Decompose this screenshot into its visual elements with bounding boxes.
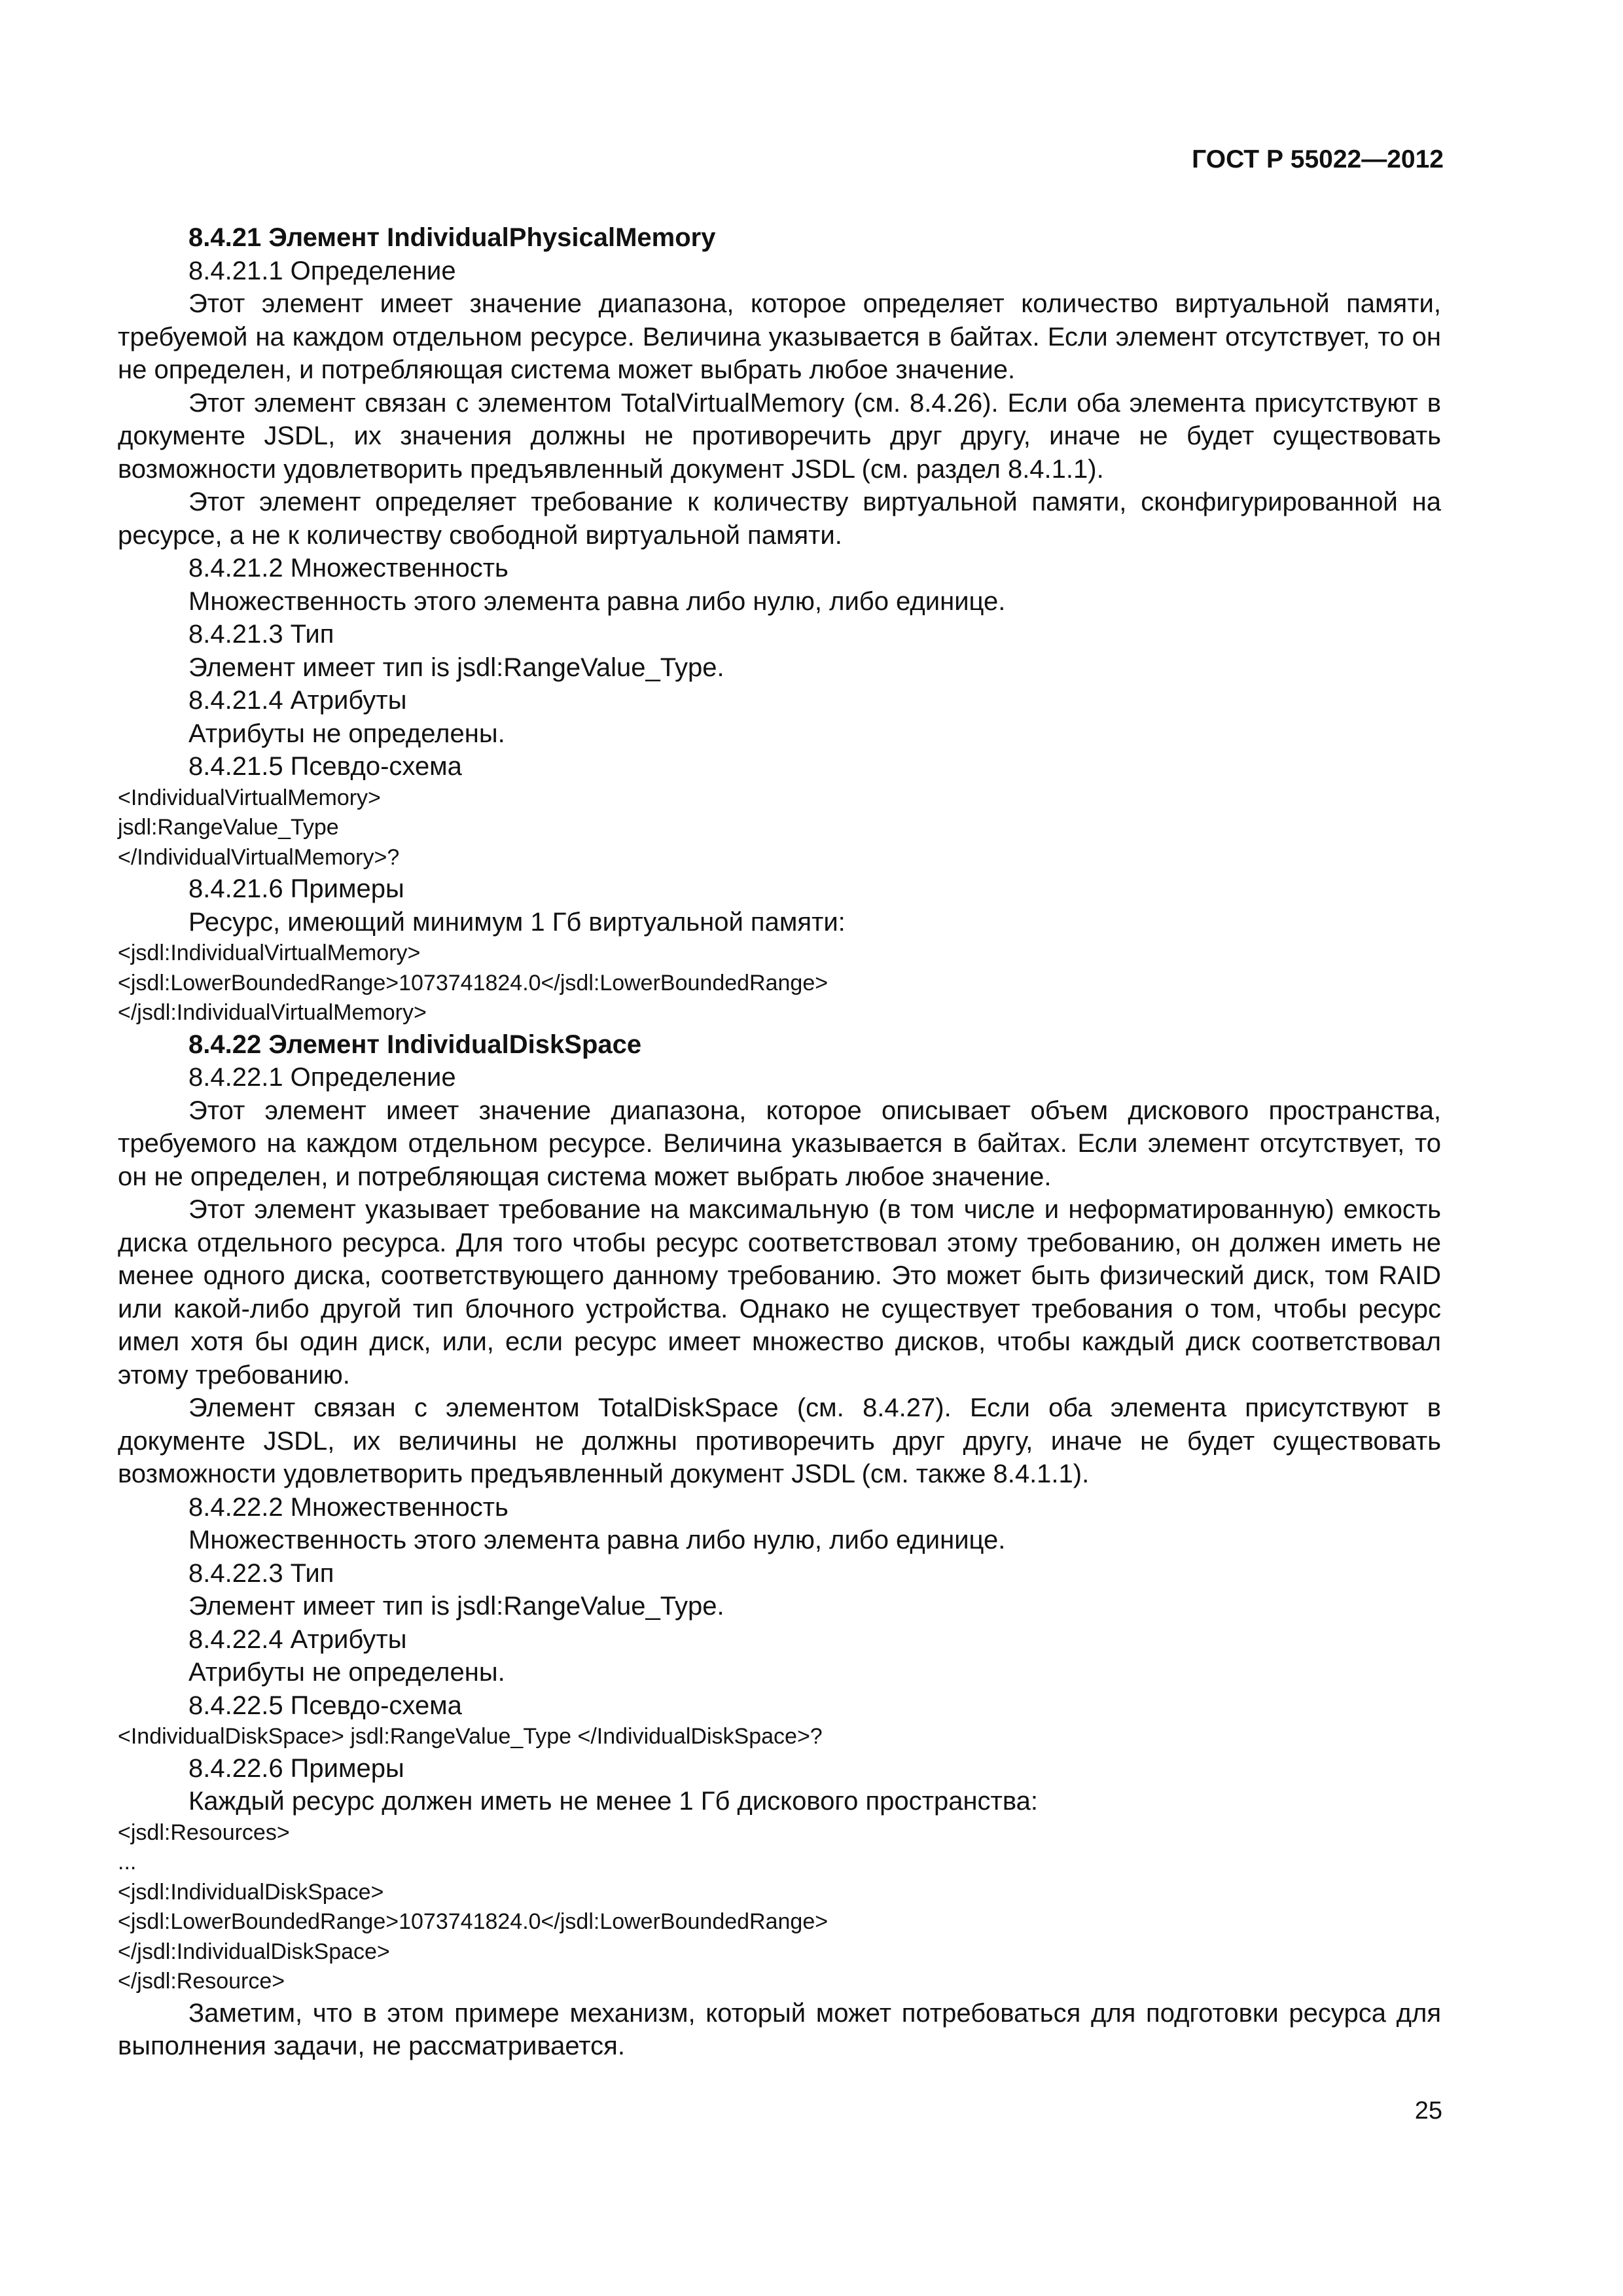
- code-line: <jsdl:IndividualDiskSpace>: [118, 1879, 384, 1905]
- subsection-title: 8.4.22.1 Определение: [188, 1063, 456, 1092]
- paragraph: Множественность этого элемента равна либо нулю, либо единице.: [188, 1526, 1006, 1554]
- paragraph: Этот элемент связан с элементом TotalVirtualMemory (см. 8.4.26). Если оба элемента присутствуют в документе JSDL, их значения должны не противоречить друг другу, иначе не будет существовать возможности удовлетворить предъявленный документ JSDL (см. раздел 8.4.1.1).: [118, 388, 1441, 484]
- code-line: <IndividualVirtualMemory>: [118, 785, 381, 810]
- section-heading: 8.4.22 Элемент IndividualDiskSpace: [188, 1030, 642, 1059]
- code-line: </jsdl:Resource>: [118, 1969, 285, 1994]
- subsection-title: 8.4.21.2 Множественность: [188, 554, 508, 583]
- code-line: </jsdl:IndividualDiskSpace>: [118, 1939, 390, 1964]
- paragraph: Этот элемент имеет значение диапазона, которое определяет количество виртуальной памяти, требуемой на каждом отдельном ресурсе. Величина указывается в байтах. Если элемент отсутствует, то он не определен, и потребляющая система может выбрать любое значение.: [118, 289, 1441, 384]
- subsection-title: 8.4.21.4 Атрибуты: [188, 686, 407, 715]
- paragraph: Каждый ресурс должен иметь не менее 1 Гб дискового пространства:: [188, 1787, 1039, 1816]
- subsection-title: 8.4.22.5 Псевдо-схема: [188, 1691, 462, 1720]
- paragraph: Этот элемент определяет требование к количеству виртуальной памяти, сконфигурированной на ресурсе, а не к количеству свободной виртуальной памяти.: [118, 488, 1441, 550]
- paragraph: Заметим, что в этом примере механизм, который может потребоваться для подготовки ресурса для выполнения задачи, не рассматривается.: [118, 1998, 1441, 2060]
- subsection-title: 8.4.21.5 Псевдо-схема: [188, 752, 462, 781]
- subsection-title: 8.4.21.6 Примеры: [188, 874, 404, 903]
- page-number: 25: [1414, 2097, 1442, 2125]
- code-line: <jsdl:LowerBoundedRange>1073741824.0</jsdl:LowerBoundedRange>: [118, 970, 829, 996]
- page-content: [118, 221, 1441, 2063]
- paragraph: Атрибуты не определены.: [188, 1658, 505, 1687]
- code-line: <IndividualDiskSpace> jsdl:RangeValue_Type </IndividualDiskSpace>?: [118, 1724, 823, 1749]
- paragraph: Множественность этого элемента равна либо нулю, либо единице.: [188, 586, 1006, 616]
- code-line: </jsdl:IndividualVirtualMemory>: [118, 1000, 427, 1025]
- subsection-title: 8.4.22.2 Множественность: [188, 1492, 508, 1522]
- code-line: <jsdl:Resources>: [118, 1820, 290, 1845]
- paragraph: Атрибуты не определены.: [188, 719, 505, 748]
- paragraph: Ресурс, имеющий минимум 1 Гб виртуальной памяти:: [188, 907, 846, 937]
- section-heading: 8.4.21 Элемент IndividualPhysicalMemory: [188, 223, 716, 252]
- paragraph: Элемент связан с элементом TotalDiskSpace (см. 8.4.27). Если оба элемента присутствуют в документе JSDL, их величины не должны противоречить друг другу, иначе не будет существовать возможности удовлетворить предъявленный документ JSDL (см. также 8.4.1.1).: [118, 1393, 1441, 1488]
- paragraph: Элемент имеет тип is jsdl:RangeValue_Type.: [188, 653, 724, 682]
- subsection-title: 8.4.22.4 Атрибуты: [188, 1624, 407, 1654]
- code-line: jsdl:RangeValue_Type: [118, 815, 339, 840]
- subsection-title: 8.4.21.3 Тип: [188, 620, 334, 649]
- standard-number: ГОСТ Р 55022—2012: [1192, 145, 1444, 173]
- subsection-title: 8.4.22.6 Примеры: [188, 1753, 404, 1783]
- paragraph: Этот элемент указывает требование на максимальную (в том числе и неформатированную) емкость диска отдельного ресурса. Для того чтобы ресурс соответствовал этому требованию, он должен иметь не менее одного диска, соответствующего данному требованию. Это может быть физический диск, том RAID или какой-либо другой тип блочного устройства. Однако не существует требования о том, чтобы ресурс имел хотя бы один диск, или, если ресурс имеет множество дисков, чтобы каждый диск соответствовал этому требованию.: [118, 1195, 1441, 1390]
- code-line: <jsdl:IndividualVirtualMemory>: [118, 941, 421, 965]
- paragraph: Элемент имеет тип is jsdl:RangeValue_Type.: [188, 1592, 724, 1621]
- subsection-title: 8.4.21.1 Определение: [188, 256, 456, 285]
- code-line: <jsdl:LowerBoundedRange>1073741824.0</jsdl:LowerBoundedRange>: [118, 1909, 829, 1934]
- paragraph: Этот элемент имеет значение диапазона, которое описывает объем дискового пространства, требуемого на каждом отдельном ресурсе. Величина указывается в байтах. Если элемент отсутствует, то он не определен, и потребляющая система может выбрать любое значение.: [118, 1096, 1441, 1191]
- code-line: ...: [118, 1850, 137, 1874]
- subsection-title: 8.4.22.3 Тип: [188, 1558, 334, 1588]
- code-line: </IndividualVirtualMemory>?: [118, 844, 400, 870]
